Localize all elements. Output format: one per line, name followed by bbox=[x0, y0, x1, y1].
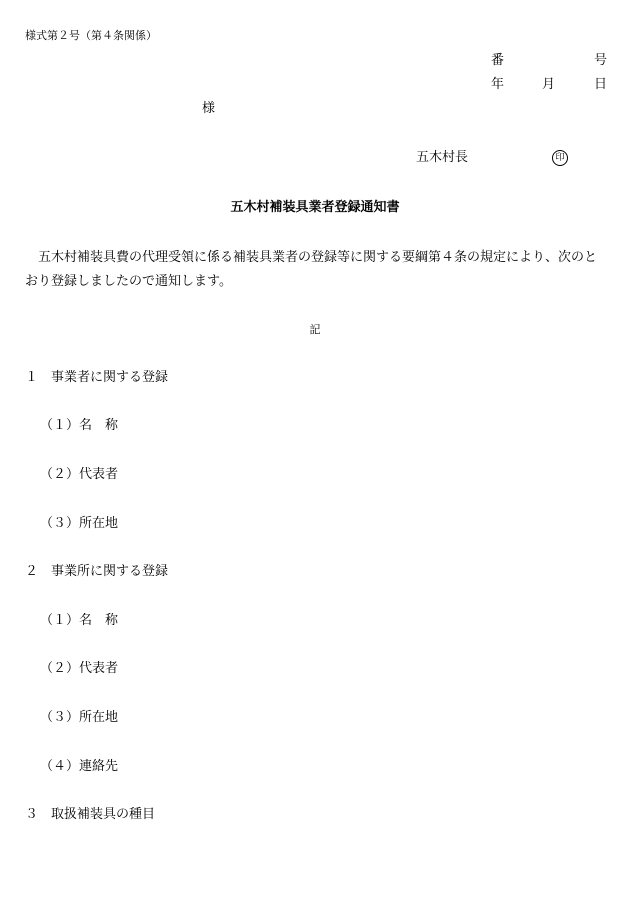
form-number: 様式第２号（第４条関係） bbox=[25, 29, 157, 42]
date-day-label: 日 bbox=[594, 77, 608, 92]
section-2-item-name: （１）名 称 bbox=[40, 613, 119, 628]
section-3-heading: ３ 取扱補装具の種目 bbox=[25, 807, 156, 822]
issuer-name: 五木村長 bbox=[416, 150, 469, 165]
date-month-label: 月 bbox=[542, 77, 556, 92]
section-2-heading: ２ 事業所に関する登録 bbox=[25, 564, 169, 579]
ki-label: 記 bbox=[309, 323, 321, 336]
body-paragraph: 五木村補装具費の代理受領に係る補装具業者の登録等に関する要綱第４条の規定により、次のとおり登録しましたので通知します。 bbox=[25, 250, 598, 289]
seal-icon: 印 bbox=[552, 150, 568, 166]
section-2-item-address: （３）所在地 bbox=[40, 710, 119, 725]
section-2-item-contact: （４）連絡先 bbox=[40, 759, 119, 774]
section-1-item-representative: （２）代表者 bbox=[40, 467, 119, 482]
date-year-label: 年 bbox=[491, 77, 505, 92]
recipient-honorific: 様 bbox=[202, 101, 216, 116]
number-suffix: 号 bbox=[594, 53, 608, 68]
section-1-item-address: （３）所在地 bbox=[40, 516, 119, 531]
document-title: 五木村補装具業者登録通知書 bbox=[230, 200, 400, 215]
section-1-heading: １ 事業者に関する登録 bbox=[25, 370, 169, 385]
number-label: 番 bbox=[491, 53, 505, 68]
section-1-item-name: （１）名 称 bbox=[40, 418, 119, 433]
section-2-item-representative: （２）代表者 bbox=[40, 661, 119, 676]
